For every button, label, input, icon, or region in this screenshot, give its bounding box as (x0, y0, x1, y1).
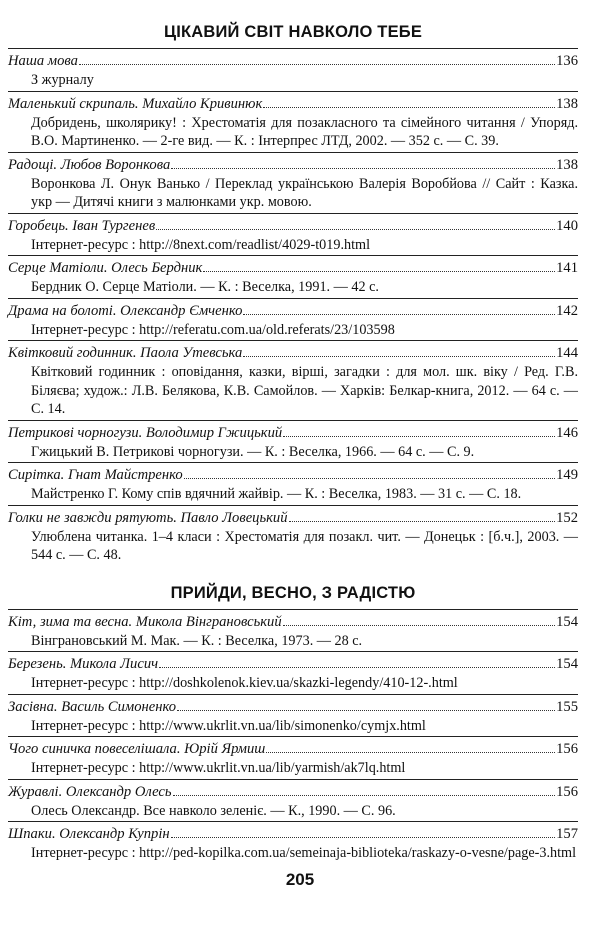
dot-leader (171, 837, 555, 838)
entry-title: Наша мова (8, 53, 78, 69)
entry-page-number: 138 (556, 95, 578, 112)
entry-head (8, 466, 578, 485)
entry-source: Бердник О. Серце Матіоли. — К. : Веселка, 1991. — 42 с. (31, 279, 379, 295)
entry-title: Маленький скрипаль. Михайло Кривинюк (8, 95, 263, 112)
entry-head (8, 302, 578, 321)
entry-head (8, 156, 578, 175)
entry-title: Голки не завжди рятують. Павло Ловецький (8, 509, 288, 526)
dot-leader (263, 107, 555, 108)
entry-page-number: 157 (556, 826, 578, 842)
entry-page-number: 138 (556, 156, 578, 173)
toc-entry (8, 340, 578, 419)
entry-title: Засівна. Василь Симоненко (8, 698, 177, 715)
entry-title: Драма на болоті. Олександр Ємченко (8, 302, 243, 319)
entry-head (8, 424, 578, 443)
entry-source: Улюблена читанка. 1–4 класи : Хрестоматія для позакл. чит. — Донецьк : [б.ч.], 2003. — 544 с. — С. 48. (31, 528, 578, 563)
toc-entry (8, 298, 578, 340)
entry-source: Добридень, школярику! : Хрестоматія для позакласного та сімейного читання / Упоряд. В.О. Мартиненко. — 2-ге вид. — К. : Інтерпрес ЛТД, 2002. — 352 с. — С. 39. (31, 114, 578, 149)
entry-source: Майстренко Г. Кому спів вдячний жайвір. — К. : Веселка, 1983. — 31 с. — С. 18. (31, 486, 522, 502)
dot-leader (184, 478, 555, 479)
entry-page-number: 141 (556, 260, 578, 276)
toc-entry (8, 505, 578, 565)
dot-leader (79, 64, 555, 65)
entry-title: Горобець. Іван Тургенев (8, 217, 156, 234)
section-title: ПРИЙДИ, ВЕСНО, З РАДІСТЮ (170, 583, 416, 602)
entry-title: Квітковий годинник. Паола Утевська (8, 345, 243, 361)
entry-page-number: 154 (556, 656, 578, 672)
entry-head (8, 825, 578, 844)
toc-entry (8, 779, 578, 821)
entry-title: Кіт, зима та весна. Микола Вінграновський (8, 613, 282, 630)
dot-leader (243, 356, 555, 357)
toc-entry (8, 91, 578, 151)
entry-title: Шпаки. Олександр Купрін (8, 826, 170, 842)
dot-leader (177, 710, 555, 711)
entry-source: Гжицький В. Петрикові чорногузи. — К. : Веселка, 1966. — 64 с. — С. 9. (31, 443, 475, 460)
entry-page-number: 136 (556, 53, 578, 69)
entry-head (8, 52, 578, 71)
entry-title: Серце Матіоли. Олесь Бердник (8, 260, 203, 276)
entry-title: Петрикові чорногузи. Володимир Гжицький (8, 424, 283, 441)
entry-head (8, 613, 578, 632)
entry-source: Інтернет-ресурс : http://8next.com/readlist/4029-t019.html (31, 236, 371, 253)
entry-head (8, 509, 578, 528)
dot-leader (156, 229, 555, 230)
dot-leader (159, 667, 555, 668)
entry-page-number: 140 (556, 217, 578, 234)
toc-entry (8, 255, 578, 297)
entry-page-number: 154 (556, 613, 578, 630)
toc-entry (8, 48, 578, 90)
toc-entry (8, 152, 578, 212)
dot-leader (266, 752, 555, 753)
entry-page-number: 156 (556, 783, 578, 800)
dot-leader (243, 314, 555, 315)
dot-leader (171, 168, 555, 169)
dot-leader (283, 625, 555, 626)
entry-source: Олесь Олександр. Все навколо зеленіє. — К., 1990. — С. 96. (31, 802, 396, 819)
entry-title: Березень. Микола Лисич (8, 656, 159, 672)
entry-source: Інтернет-ресурс : http://doshkolenok.kiev.ua/skazki-legendy/410-12-.html (31, 675, 458, 691)
entry-head (8, 217, 578, 236)
entry-source: Воронкова Л. Онук Ванько / Переклад українською Валерія Воробйова // Сайт : Казка. укр — Дитячі книги з малюнками укр. мовою. (31, 175, 578, 210)
dot-leader (203, 271, 555, 272)
entry-title: Радощі. Любов Воронкова (8, 156, 171, 173)
toc-entry (8, 694, 578, 736)
toc-entry (8, 213, 578, 255)
entry-source: З журналу (31, 72, 94, 88)
entry-head (8, 783, 578, 802)
toc-entry (8, 821, 578, 863)
entry-head (8, 698, 578, 717)
dot-leader (173, 795, 556, 796)
entry-source: Інтернет-ресурс : http://www.ukrlit.vn.ua/lib/yarmish/ak7lq.html (31, 760, 406, 776)
toc-entry (8, 651, 578, 693)
toc-entry (8, 462, 578, 504)
page-number: 205 (285, 870, 315, 889)
entry-page-number: 146 (556, 424, 578, 441)
entry-page-number: 152 (556, 509, 578, 526)
entry-head (8, 95, 578, 114)
toc-entry (8, 420, 578, 462)
entry-page-number: 144 (556, 345, 578, 361)
section-title: ЦІКАВИЙ СВІТ НАВКОЛО ТЕБЕ (163, 23, 423, 41)
entry-head (8, 259, 578, 278)
entry-head (8, 740, 578, 759)
entry-source: Інтернет-ресурс : http://www.ukrlit.vn.ua/lib/simonenko/cymjx.html (31, 717, 426, 734)
entry-title: Журавлі. Олександр Олесь (8, 783, 172, 800)
entry-page-number: 142 (556, 302, 578, 319)
dot-leader (289, 521, 556, 522)
entry-page-number: 155 (556, 698, 578, 715)
entry-source: Вінграновський М. Мак. — К. : Веселка, 1973. — 28 с. (31, 632, 363, 649)
entry-source: Квітковий годинник : оповідання, казки, вірші, загадки : для мол. шк. віку / Ред. Г.В. Біляєва; худож.: Л.В. Белякова, К.В. Самойлов. — Харків: Белкар-книга, 2012. — 64 с. — С. 14. (31, 364, 578, 417)
entry-page-number: 149 (556, 467, 578, 483)
entry-head (8, 655, 578, 674)
toc-entry (8, 736, 578, 778)
entry-source: Інтернет-ресурс : http://referatu.com.ua/old.referats/23/103598 (31, 321, 395, 338)
entry-source: Інтернет-ресурс : http://ped-kopilka.com.ua/semeinaja-biblioteka/raskazy-o-vesne/page-3.html (31, 845, 577, 861)
entry-title: Сирітка. Гнат Майстренко (8, 467, 183, 483)
entry-title: Чого синичка повеселішала. Юрій Ярмиш (8, 741, 266, 757)
entry-head (8, 344, 578, 363)
entry-page-number: 156 (556, 741, 578, 757)
dot-leader (283, 436, 555, 437)
toc-entry (8, 609, 578, 651)
